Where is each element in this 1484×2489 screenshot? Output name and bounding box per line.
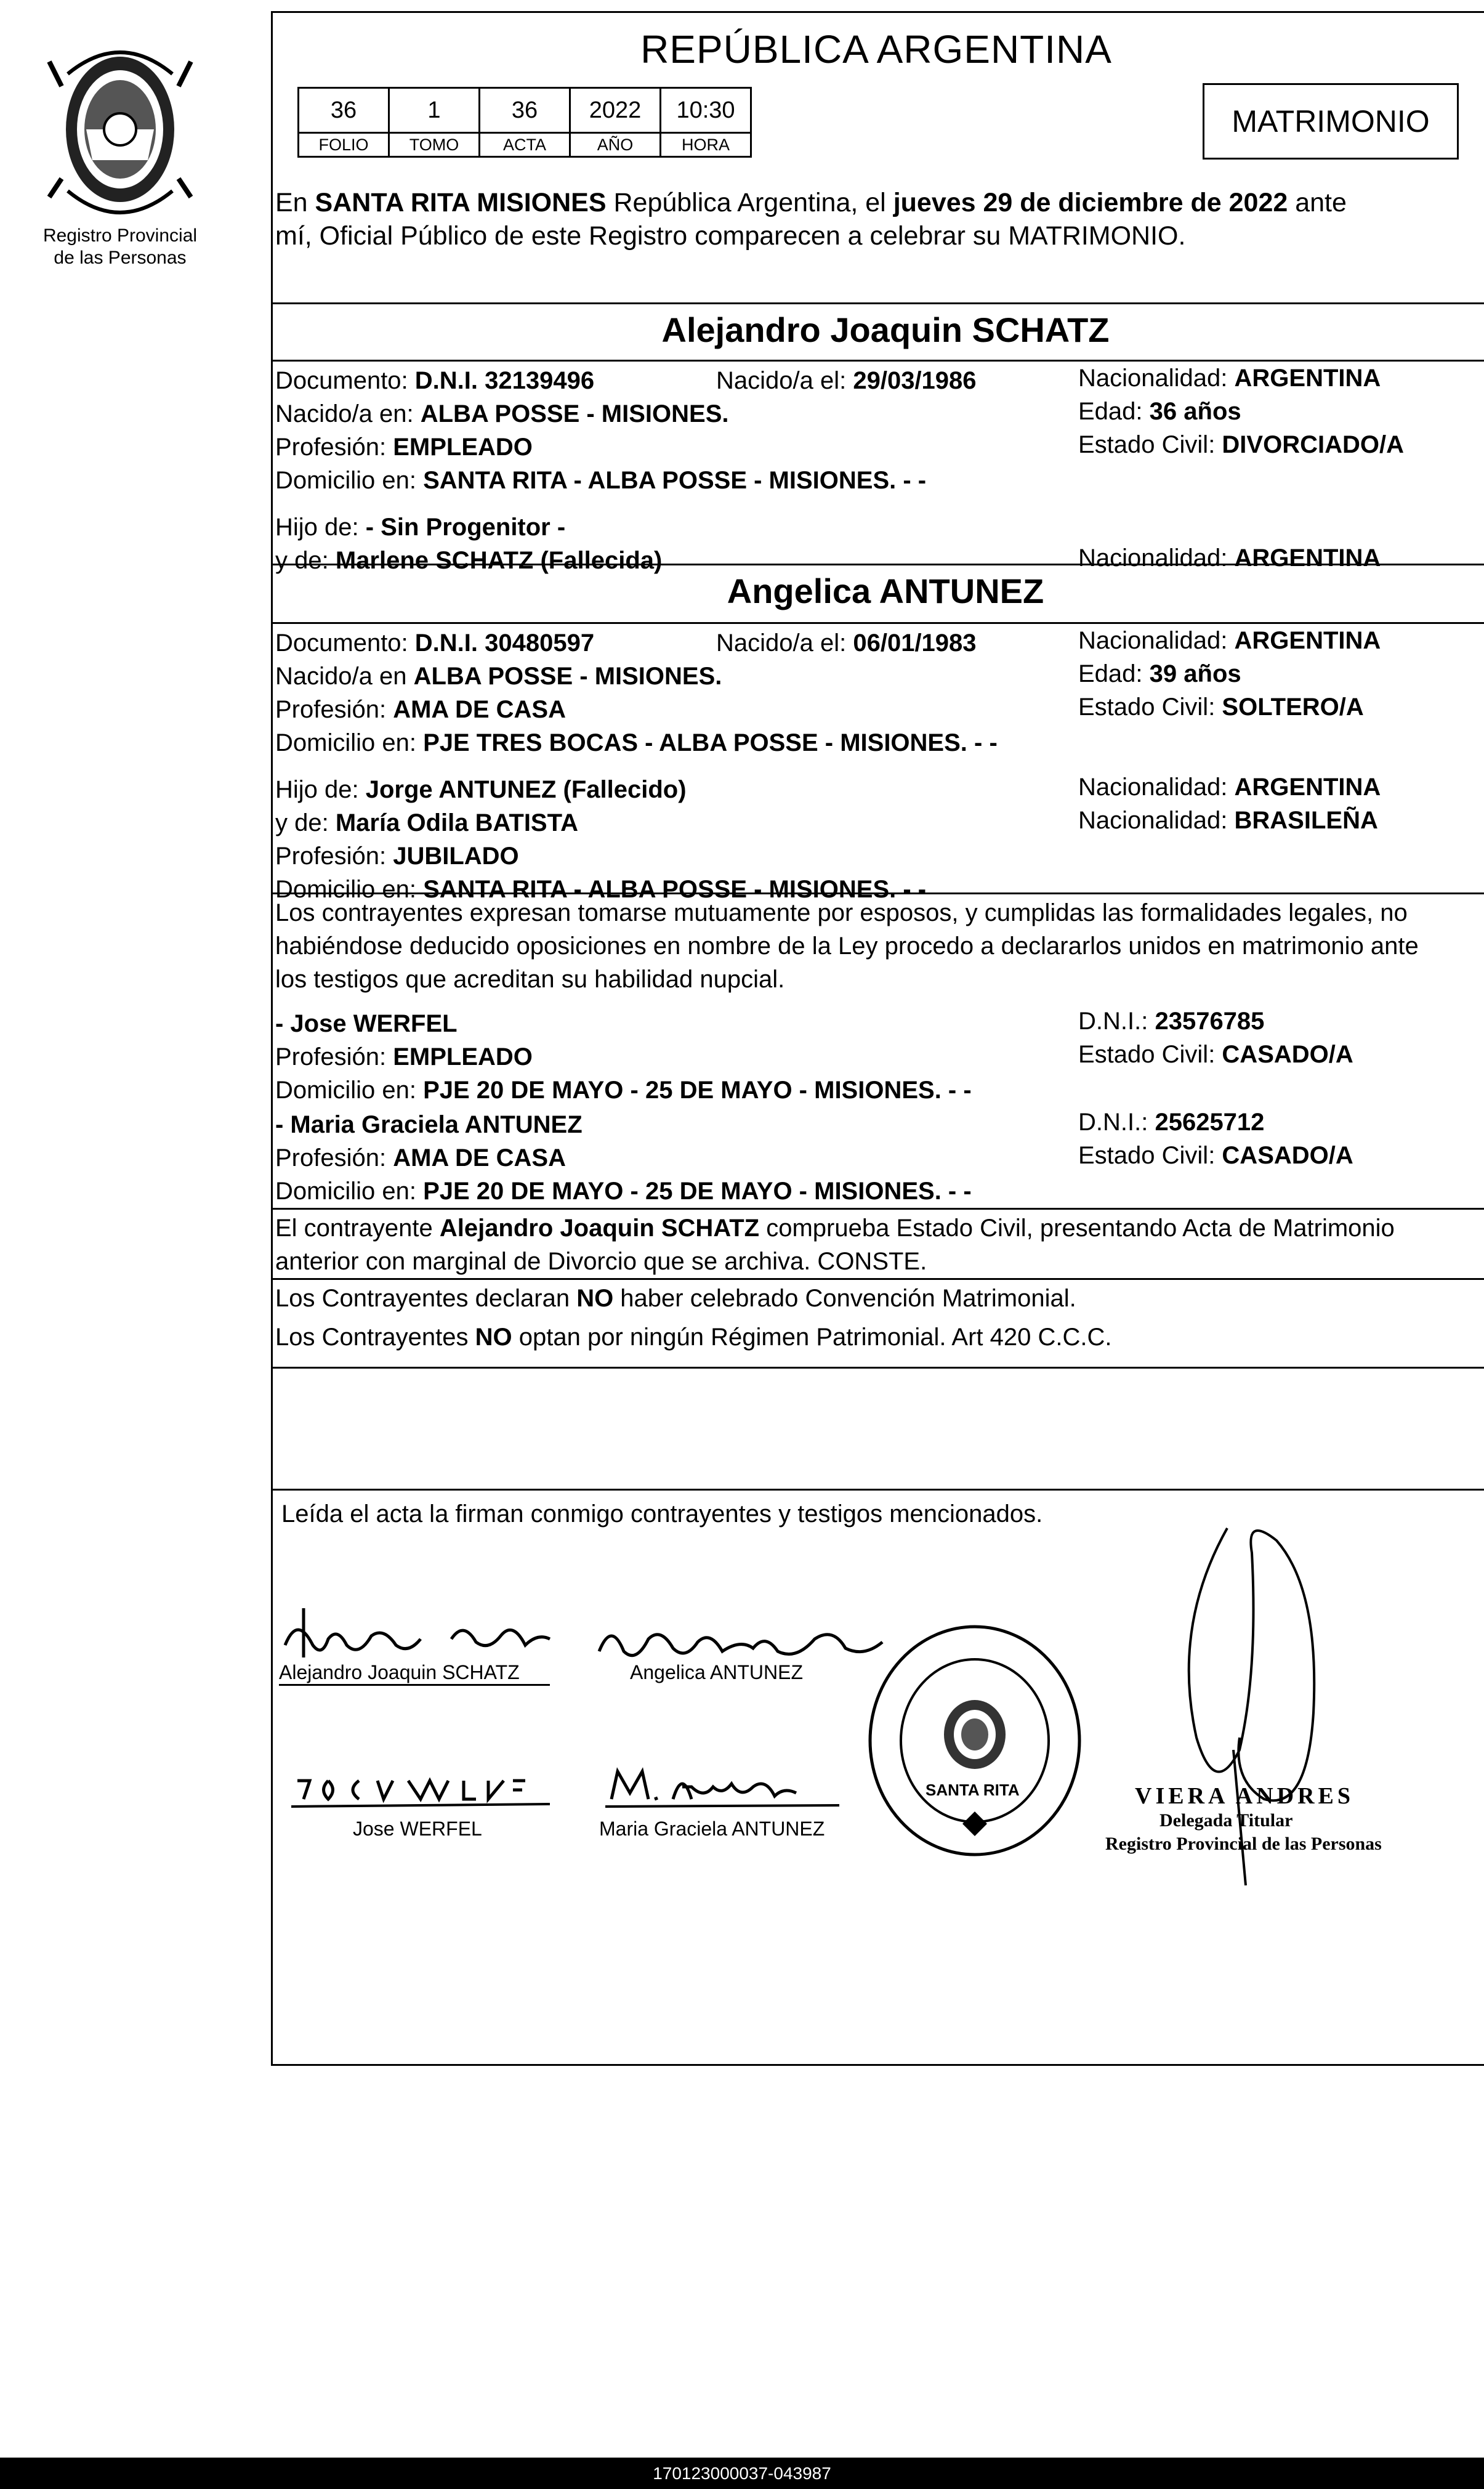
value: ARGENTINA [1234,627,1381,654]
intro-mid: República Argentina, el [606,188,893,217]
folio-value: 36 [299,88,389,133]
registry-stamp [864,1621,1086,1861]
label: D.N.I.: [1078,1109,1155,1136]
label: Domicilio en: [275,876,424,903]
signature-caption-2: Angelica ANTUNEZ [630,1661,803,1683]
signature-scrawl-1 [279,1602,568,1670]
party2-profession [275,694,566,725]
witness2-civil-status [1078,1140,1353,1171]
meta-labels-row [299,133,751,157]
value: EMPLEADO [393,434,533,461]
value: SANTA RITA - ALBA POSSE - MISIONES. - - [423,467,927,494]
value: DIVORCIADO/A [1222,431,1404,458]
acta-value: 36 [480,88,570,133]
value: ARGENTINA [1234,544,1381,572]
conv-post: haber celebrado Convención Matrimonial. [613,1285,1076,1312]
official-name: VIERA ANDRES [1135,1783,1355,1809]
conv-pre: Los Contrayentes declaran [275,1285,577,1312]
convention-line1 [275,1283,1076,1314]
value: 23576785 [1155,1008,1265,1035]
convention-line2 [275,1322,1112,1353]
party1-nationality [1078,363,1381,394]
footer-bar [0,2458,1484,2489]
label: Edad: [1078,398,1150,425]
label: Profesión: [275,1144,393,1172]
official-title: Delegada Titular [1159,1810,1293,1831]
value: CASADO/A [1222,1142,1353,1169]
party2-mother [275,807,578,838]
signature-caption-4: Maria Graciela ANTUNEZ [599,1818,825,1840]
value: AMA DE CASA [393,696,566,723]
label: Profesión: [275,696,393,723]
value: PJE 20 DE MAYO - 25 DE MAYO - MISIONES. - - [423,1077,972,1104]
year-value: 2022 [570,88,661,133]
divider [273,302,1484,304]
intro-place: SANTA RITA MISIONES [315,188,607,217]
label: Estado Civil: [1078,431,1222,458]
label: Nacido/a en [275,663,414,690]
divider [273,1208,1484,1210]
divider [273,892,1484,894]
value: SANTA RITA - ALBA POSSE - MISIONES. - - [423,876,927,903]
label: Documento: [275,629,415,657]
signature-caption-1: Alejandro Joaquin SCHATZ [279,1661,550,1686]
act-meta-table [297,87,752,158]
label: Nacido/a el: [716,367,853,394]
note-post: comprueba Estado Civil, presentando Acta de Matrimonio [759,1215,1395,1242]
document-title: REPÚBLICA ARGENTINA [640,27,1112,71]
value: EMPLEADO [393,1043,533,1070]
value: - Sin Progenitor - [365,514,566,541]
value: PJE TRES BOCAS - ALBA POSSE - MISIONES. - - [423,729,998,756]
label: Estado Civil: [1078,694,1222,721]
meta-values-row [299,88,751,133]
party1-father [275,512,565,543]
label: D.N.I.: [1078,1008,1155,1035]
witness2-domicile [275,1176,972,1207]
label: Domicilio en: [275,1178,424,1205]
civil-status-note-line1 [275,1213,1395,1244]
signature-scrawl-4 [605,1762,839,1811]
signature-caption-3: Jose WERFEL [353,1818,482,1840]
conv-post: optan por ningún Régimen Patrimonial. Art 420 C.C.C. [512,1324,1112,1351]
label: Nacionalidad: [1078,807,1235,834]
value: D.N.I. 30480597 [414,629,595,657]
divider [273,1367,1484,1369]
party2-father-nationality [1078,772,1381,803]
party2-mother-nationality [1078,805,1378,836]
value: CASADO/A [1222,1041,1353,1068]
label: Estado Civil: [1078,1142,1222,1169]
value: Marlene SCHATZ (Fallecida) [335,547,663,574]
label: Nacido/a en: [275,400,421,427]
label: Hijo de: [275,514,366,541]
label: Nacionalidad: [1078,544,1235,572]
party2-parent-profession [275,841,519,872]
value: 29/03/1986 [853,367,977,394]
label: Estado Civil: [1078,1041,1222,1068]
value: María Odila BATISTA [335,809,578,836]
party2-document [275,628,594,658]
hour-label: HORA [661,133,751,157]
acta-label: ACTA [480,133,570,157]
party1-born-date [716,365,977,396]
certificate-frame [271,11,1484,2066]
official-registry: Registro Provincial de las Personas [1105,1834,1382,1854]
registry-caption-line1: Registro Provincial [42,225,198,246]
value: D.N.I. 32139496 [414,367,595,394]
hour-value: 10:30 [661,88,751,133]
witness1-civil-status [1078,1039,1353,1070]
witness2-name: - Maria Graciela ANTUNEZ [275,1111,583,1138]
closing-text: Leída el acta la firman conmigo contrayentes y testigos mencionados. [281,1500,1043,1528]
misiones-seal-icon [25,37,216,222]
label: Nacionalidad: [1078,627,1235,654]
value: ARGENTINA [1234,365,1381,392]
note-name: Alejandro Joaquin SCHATZ [439,1215,760,1242]
divider [273,1489,1484,1491]
party1-name: Alejandro Joaquin SCHATZ [661,310,1110,349]
value: SOLTERO/A [1222,694,1364,721]
conv-no: NO [576,1285,614,1312]
value: ARGENTINA [1234,774,1381,801]
party1-mother-nationality [1078,543,1381,573]
label: Domicilio en: [275,467,424,494]
party2-nationality [1078,625,1381,656]
registry-caption-line2: de las Personas [54,248,187,268]
witness2-profession [275,1143,566,1173]
act-type-label: MATRIMONIO [1232,104,1430,139]
divider [273,360,1484,362]
party2-civil-status [1078,692,1364,722]
registry-logo [25,37,216,269]
value: JUBILADO [393,843,519,870]
label: Profesión: [275,434,393,461]
value: 06/01/1983 [853,629,977,657]
party1-age [1078,396,1241,427]
folio-label: FOLIO [299,133,389,157]
intro-line1 [275,187,1347,218]
label: Hijo de: [275,776,366,803]
label: Domicilio en: [275,1077,424,1104]
value: PJE 20 DE MAYO - 25 DE MAYO - MISIONES. - - [423,1178,972,1205]
label: Domicilio en: [275,729,424,756]
divider [273,564,1484,565]
act-type-box [1203,83,1459,160]
party1-domicile [275,465,926,496]
party2-born-date [716,628,977,658]
value: ALBA POSSE - MISIONES. [413,663,722,690]
declaration-line1: Los contrayentes expresan tomarse mutuamente por esposos, y cumplidas las formalidades legales, no [275,899,1408,926]
value: 39 años [1149,660,1241,687]
value: ALBA POSSE - MISIONES. [420,400,729,427]
intro-line2: mí, Oficial Público de este Registro comparecen a celebrar su MATRIMONIO. [275,221,1186,251]
party1-birthplace [275,399,729,429]
label: Nacido/a el: [716,629,853,657]
intro-en: En [275,188,315,217]
declaration-line2: habiéndose deducido oposiciones en nombre de la Ley procedo a declararlos unidos en matrimonio ante [275,933,1419,960]
intro-end: ante [1288,188,1347,217]
label: Documento: [275,367,415,394]
value: BRASILEÑA [1234,807,1378,834]
signature-scrawl-3 [291,1768,550,1811]
label: Profesión: [275,1043,393,1070]
value: Jorge ANTUNEZ (Fallecido) [365,776,687,803]
party2-birthplace [275,661,722,692]
witness2-dni [1078,1107,1264,1138]
divider [273,622,1484,624]
year-label: AÑO [570,133,661,157]
label: Edad: [1078,660,1150,687]
barcode-number: 170123000037-043987 [653,2464,831,2483]
witness1-name: - Jose WERFEL [275,1010,458,1037]
label: Profesión: [275,843,393,870]
conv-pre: Los Contrayentes [275,1324,475,1351]
party1-profession [275,432,533,463]
party2-age [1078,658,1241,689]
party1-civil-status [1078,429,1404,460]
party1-document [275,365,594,396]
civil-status-note-line2: anterior con marginal de Divorcio que se archiva. CONSTE. [275,1248,927,1275]
conv-no: NO [475,1324,512,1351]
party2-domicile [275,727,998,758]
intro-date: jueves 29 de diciembre de 2022 [893,188,1288,217]
witness1-domicile [275,1075,972,1106]
label: Nacionalidad: [1078,774,1235,801]
party2-father [275,774,687,805]
divider [273,1278,1484,1280]
note-pre: El contrayente [275,1215,440,1242]
value: AMA DE CASA [393,1144,566,1172]
declaration-line3: los testigos que acreditan su habilidad nupcial. [275,966,785,993]
value: 36 años [1149,398,1241,425]
witness1-profession [275,1042,533,1072]
label: y de: [275,547,336,574]
label: y de: [275,809,336,836]
label: Nacionalidad: [1078,365,1235,392]
witness1-dni [1078,1006,1264,1037]
value: 25625712 [1155,1109,1265,1136]
party2-name: Angelica ANTUNEZ [727,572,1044,610]
tomo-value: 1 [389,88,480,133]
tomo-label: TOMO [389,133,480,157]
stamp-center-text: SANTA RITA [925,1781,1020,1799]
